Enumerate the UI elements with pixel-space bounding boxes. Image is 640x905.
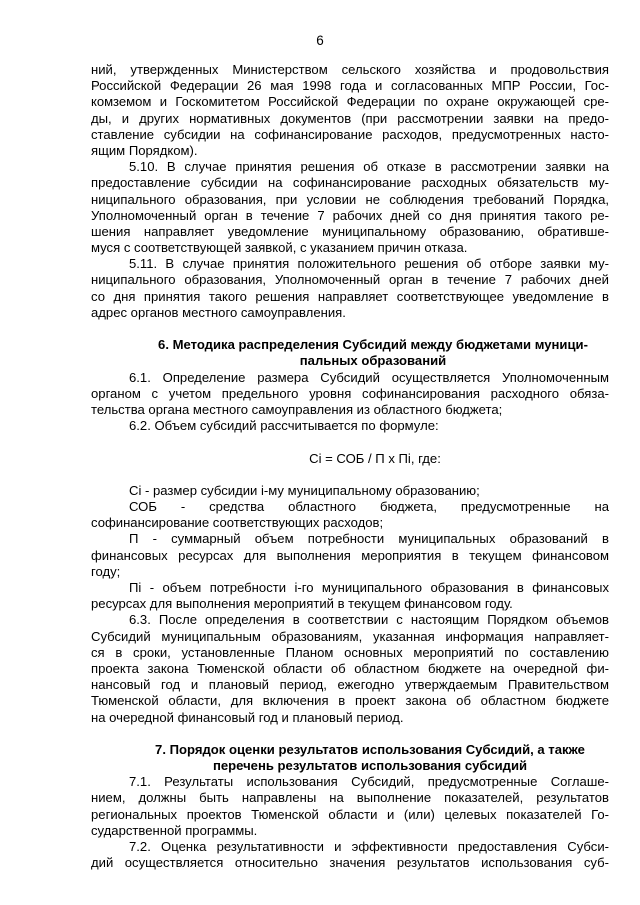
text-line: шения направляет уведомление муниципальному образованию, обративше-: [91, 223, 609, 239]
word: -: [180, 499, 186, 515]
definition-p: [91, 531, 609, 580]
paragraph-6-2: [91, 418, 609, 434]
page-number: 6: [316, 33, 324, 48]
text-line: софинансирование соответствующих расходов;: [91, 515, 384, 531]
word: предусмотренные: [460, 499, 571, 515]
text-line: нансовый год и плановый период, ежегодно утверждаемым Правительством: [91, 677, 609, 693]
text-line: 7.2. Оценка результативности и эффективности предоставления Субси-: [129, 839, 609, 854]
text-line: муся с соответствующей заявкой, с указанием причин отказа.: [91, 240, 468, 256]
heading-line: 7. Порядок оценки результатов использования Субсидий, а также: [155, 741, 585, 757]
definition-pi: [91, 580, 609, 612]
spacer: [91, 467, 609, 483]
text-line: П - суммарный объем потребности муниципальных образований в: [129, 531, 609, 547]
text-line: ды, и других нормативных документов (при рассмотрении заявки на предо-: [91, 110, 609, 126]
paragraph-5-11: [91, 256, 609, 321]
paragraph-7-2: [91, 839, 609, 871]
text-line: ниципального образования, при условии не соблюдения требований Порядка,: [91, 191, 609, 207]
paragraph-intro: [91, 62, 609, 159]
word: бюджета,: [379, 499, 438, 515]
spacer: [91, 726, 609, 742]
text-line: 6.1. Определение размера Субсидий осуществляется Уполномоченным: [129, 369, 609, 385]
word: на: [594, 499, 609, 515]
text-line: ниципального образования, Уполномоченный орган в течение 7 рабочих дней: [91, 272, 609, 288]
document-body: [91, 62, 609, 871]
text-line: со дня принятия такого решения направляет соответствующее уведомление в: [91, 288, 609, 304]
text-line: финансовых ресурсах для выполнения мероприятия в текущем финансовом: [91, 547, 609, 563]
text-line: Пi - объем потребности i-го муниципального образования в финансовых: [129, 580, 609, 595]
word: областного: [288, 499, 357, 515]
text-line: году;: [91, 563, 121, 579]
text-line: Тюменской области, для включения в проект закона об областном бюджете: [91, 693, 609, 709]
text-line: проекта закона Тюменской области об областном бюджете на очередной фи-: [91, 660, 609, 676]
paragraph-6-3: [91, 612, 609, 725]
text-line: Ci - размер субсидии i-му муниципальному образованию;: [129, 482, 480, 498]
definition-ci: [91, 483, 609, 499]
text-line: ся в сроки, установленные Планом основных мероприятий по составлению: [91, 644, 609, 660]
definition-sob-first-line: [91, 499, 609, 515]
text-line: органом с учетом предельного уровня софинансирования расходного обяза-: [91, 385, 609, 401]
text-line: сударственной программы.: [91, 822, 258, 838]
text-line: 6.3. После определения в соответствии с настоящим Порядком объемов: [129, 612, 609, 628]
definition-sob: [91, 499, 609, 531]
text-line: на очередной финансовый год и плановый период.: [91, 709, 404, 725]
text-line: 6.2. Объем субсидий рассчитывается по формуле:: [129, 418, 439, 434]
section-7-heading: [91, 742, 609, 774]
text-line: ящим Порядком).: [91, 142, 198, 158]
text-line: ресурсах для выполнения мероприятий в текущем финансовом году.: [91, 596, 513, 612]
text-line: 5.10. В случае принятия решения об отказе в рассмотрении заявки на: [129, 159, 609, 175]
word: СОБ: [129, 499, 157, 515]
paragraph-6-1: [91, 370, 609, 419]
spacer: [91, 434, 609, 450]
text-line: региональных проектов Тюменской области и (или) целевых показателей Го-: [91, 806, 609, 822]
heading-line: пальных образований: [299, 353, 447, 369]
text-line: 5.11. В случае принятия положительного решения об отборе заявки му-: [129, 256, 609, 272]
text-line: 7.1. Результаты использования Субсидий, предусмотренные Соглаше-: [129, 774, 609, 790]
text-line: Субсидий муниципальным образованиям, указанная информация направляет-: [91, 628, 609, 644]
section-6-heading: [91, 337, 609, 369]
heading-line: перечень результатов использования субсидий: [212, 758, 528, 774]
text-line: предоставление субсидии на софинансирование расходных обязательств му-: [91, 175, 609, 191]
heading-line: 6. Методика распределения Субсидий между бюджетами муници-: [158, 337, 588, 353]
text-line: ставление субсидии на софинансирование расходов, предусмотренных насто-: [91, 126, 609, 142]
text-line: ний, утвержденных Министерством сельского хозяйства и продовольствия: [91, 62, 609, 77]
subsidy-formula: Ci = СОБ / П x Пi, где:: [309, 450, 441, 466]
word: средства: [209, 499, 265, 515]
text-line: нием, должны быть направлены на выполнение показателей, результатов: [91, 790, 609, 806]
text-line: Уполномоченный орган в течение 7 рабочих дней со дня принятия такого ре-: [91, 207, 609, 223]
paragraph-5-10: [91, 159, 609, 256]
spacer: [91, 321, 609, 337]
text-line: дий осуществляется относительно значения результатов использования суб-: [91, 855, 609, 871]
paragraph-7-1: [91, 774, 609, 839]
text-line: Российской Федерации 26 мая 1998 года и согласованных МПР России, Гос-: [91, 78, 609, 94]
text-line: тельства органа местного самоуправления из областного бюджета;: [91, 401, 503, 417]
text-line: адрес органов местного самоуправления.: [91, 304, 346, 320]
text-line: комземом и Госкомитетом Российской Федерации по охране окружающей сре-: [91, 94, 609, 110]
